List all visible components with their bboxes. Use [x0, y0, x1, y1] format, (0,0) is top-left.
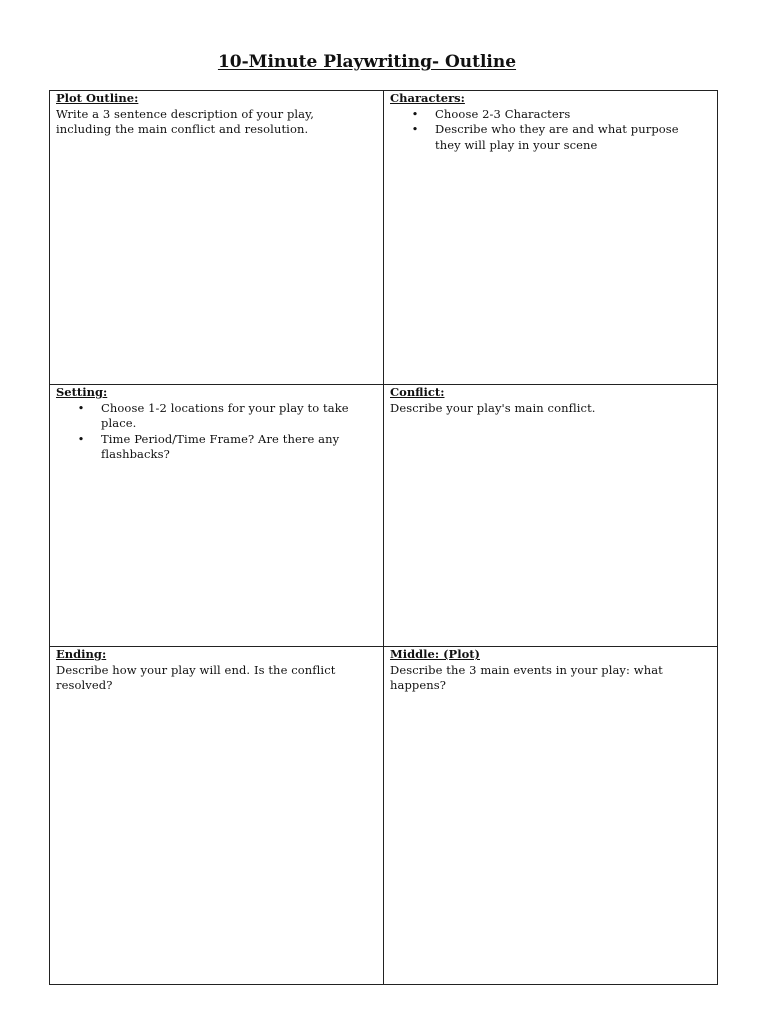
- bullet-icon: •: [411, 106, 419, 121]
- conflict-cell: [384, 385, 717, 647]
- ending-cell: [50, 647, 384, 984]
- setting-bullet-1: Choose 1-2 locations for your play to take place.: [101, 400, 349, 430]
- ending-heading: Ending:: [56, 647, 107, 661]
- middle-heading: Middle: (Plot): [390, 647, 480, 661]
- list-item: [410, 107, 711, 123]
- plot-outline-instructions: Write a 3 sentence description of your play, including the main conflict and resolution.: [56, 106, 314, 136]
- list-item: [410, 122, 711, 153]
- middle-cell: [384, 647, 717, 984]
- list-item: [76, 432, 377, 463]
- outline-table: [49, 90, 718, 985]
- conflict-instructions: Describe your play's main conflict.: [390, 400, 596, 415]
- list-item: [76, 401, 377, 432]
- conflict-heading: Conflict:: [390, 385, 445, 399]
- characters-list: [390, 107, 711, 154]
- page-title: 10-Minute Playwriting- Outline: [217, 52, 517, 72]
- setting-heading: Setting:: [56, 385, 108, 399]
- bullet-icon: •: [411, 122, 419, 136]
- characters-bullet-2: Describe who they are and what purpose they will play in your scene: [435, 122, 679, 152]
- plot-outline-cell: [50, 91, 384, 385]
- setting-bullet-2: Time Period/Time Frame? Are there any flashbacks?: [101, 431, 340, 461]
- characters-bullet-1: Choose 2-3 Characters: [435, 106, 571, 121]
- middle-instructions: Describe the 3 main events in your play: what happens?: [390, 662, 663, 692]
- ending-instructions: Describe how your play will end. Is the conflict resolved?: [56, 662, 336, 692]
- setting-cell: [50, 385, 384, 647]
- bullet-icon: •: [77, 400, 85, 415]
- setting-list: [56, 401, 377, 463]
- bullet-icon: •: [77, 431, 85, 446]
- plot-outline-heading: Plot Outline:: [56, 91, 139, 105]
- characters-cell: [384, 91, 717, 385]
- characters-heading: Characters:: [390, 91, 465, 105]
